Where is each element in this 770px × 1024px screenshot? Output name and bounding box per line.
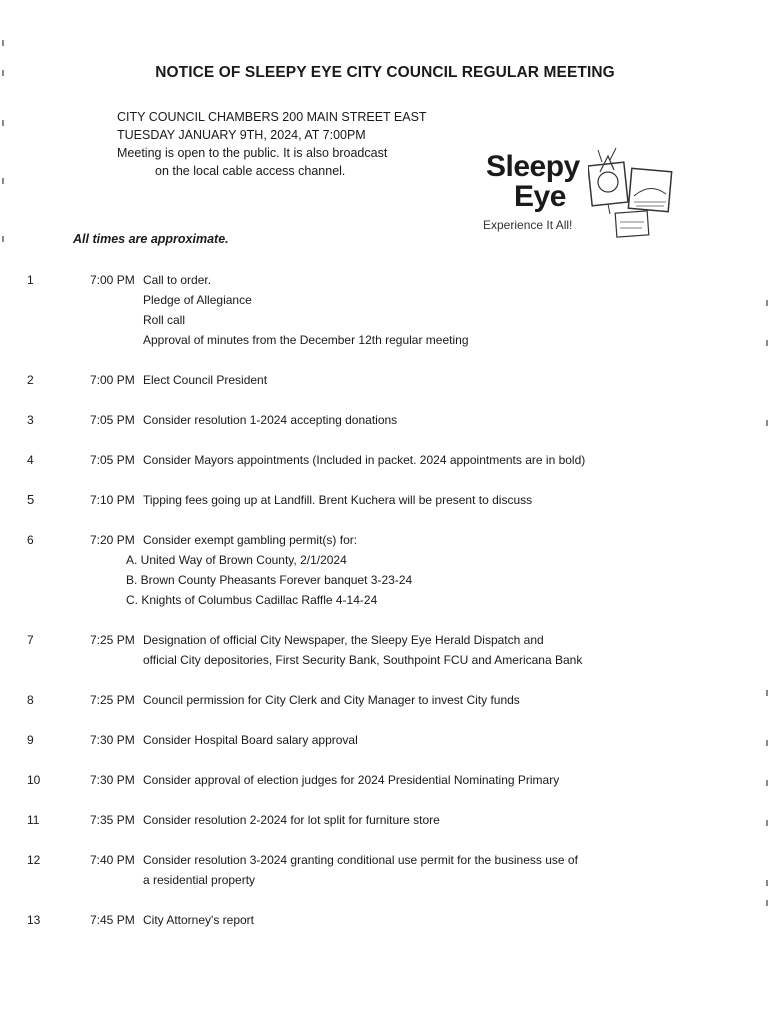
item-time: 7:40 PM — [90, 853, 135, 867]
item-time: 7:25 PM — [90, 693, 135, 707]
item-time: 7:30 PM — [90, 773, 135, 787]
item-number: 1 — [27, 273, 34, 287]
times-approximate-note: All times are approximate. — [73, 232, 229, 246]
item-time: 7:20 PM — [90, 533, 135, 547]
item-continuation: a residential property — [143, 873, 256, 887]
item-continuation: official City depositories, First Security Bank, Southpoint FCU and Americana Bank — [143, 653, 583, 667]
item-description: Consider approval of election judges for 2024 Presidential Nominating Primary — [143, 773, 560, 787]
item-description: Tipping fees going up at Landfill. Brent Kuchera will be present to discuss — [143, 493, 533, 507]
item-description — [143, 850, 763, 890]
meeting-public-note: Meeting is open to the public. It is also broadcast — [117, 146, 388, 160]
item-description — [143, 270, 763, 350]
item-title: Call to order. — [143, 273, 212, 287]
item-time: 7:05 PM — [90, 453, 135, 467]
item-time: 7:10 PM — [90, 493, 135, 507]
item-description: Elect Council President — [143, 373, 268, 387]
logo-word-sleepy: Sleepy — [486, 150, 580, 183]
item-description: Consider resolution 1-2024 accepting donations — [143, 413, 398, 427]
item-number: 8 — [27, 693, 34, 707]
item-time: 7:25 PM — [90, 633, 135, 647]
item-time: 7:35 PM — [90, 813, 135, 827]
item-title: Consider exempt gambling permit(s) for: — [143, 533, 358, 547]
lettered-sub-item: B. Brown County Pheasants Forever banquet 3-23-24 — [126, 573, 413, 587]
item-time: 7:05 PM — [90, 413, 135, 427]
item-time: 7:45 PM — [90, 913, 135, 927]
page-title: NOTICE OF SLEEPY EYE CITY COUNCIL REGULAR MEETING — [155, 64, 615, 81]
item-description: Consider Hospital Board salary approval — [143, 733, 358, 747]
meeting-datetime: TUESDAY JANUARY 9TH, 2024, AT 7:00PM — [117, 128, 366, 142]
item-title: Consider resolution 3-2024 granting conditional use permit for the business use of — [143, 853, 578, 867]
item-description — [143, 630, 763, 670]
lettered-sub-item: C. Knights of Columbus Cadillac Raffle 4-14-24 — [126, 593, 378, 607]
item-number: 9 — [27, 733, 34, 747]
sub-item: Pledge of Allegiance — [143, 293, 252, 307]
meeting-location: CITY COUNCIL CHAMBERS 200 MAIN STREET EAST — [117, 110, 427, 124]
item-number: 6 — [27, 533, 34, 547]
item-number: 10 — [27, 773, 41, 787]
sub-item: Roll call — [143, 313, 186, 327]
item-time: 7:00 PM — [90, 373, 135, 387]
item-number: 7 — [27, 633, 34, 647]
item-number: 2 — [27, 373, 34, 387]
item-description: Council permission for City Clerk and City Manager to invest City funds — [143, 693, 520, 707]
item-number: 3 — [27, 413, 34, 427]
item-time: 7:30 PM — [90, 733, 135, 747]
item-description: Consider resolution 2-2024 for lot split for furniture store — [143, 813, 440, 827]
item-description — [126, 530, 763, 610]
item-number: 13 — [27, 913, 41, 927]
logo-word-eye: Eye — [514, 180, 566, 213]
item-description: City Attorney's report — [143, 913, 254, 927]
item-number: 12 — [27, 853, 41, 867]
meeting-broadcast-note: on the local cable access channel. — [155, 164, 346, 178]
item-number: 11 — [27, 813, 40, 827]
item-description: Consider Mayors appointments (Included in packet. 2024 appointments are in bold) — [143, 453, 586, 467]
item-number: 4 — [27, 453, 34, 467]
logo-tagline: Experience It All! — [483, 218, 573, 232]
item-time: 7:00 PM — [90, 273, 135, 287]
item-title: Designation of official City Newspaper, the Sleepy Eye Herald Dispatch and — [143, 633, 544, 647]
lettered-sub-item: A. United Way of Brown County, 2/1/2024 — [126, 553, 347, 567]
item-number: 5 — [27, 492, 35, 507]
sub-item: Approval of minutes from the December 12th regular meeting — [143, 333, 469, 347]
